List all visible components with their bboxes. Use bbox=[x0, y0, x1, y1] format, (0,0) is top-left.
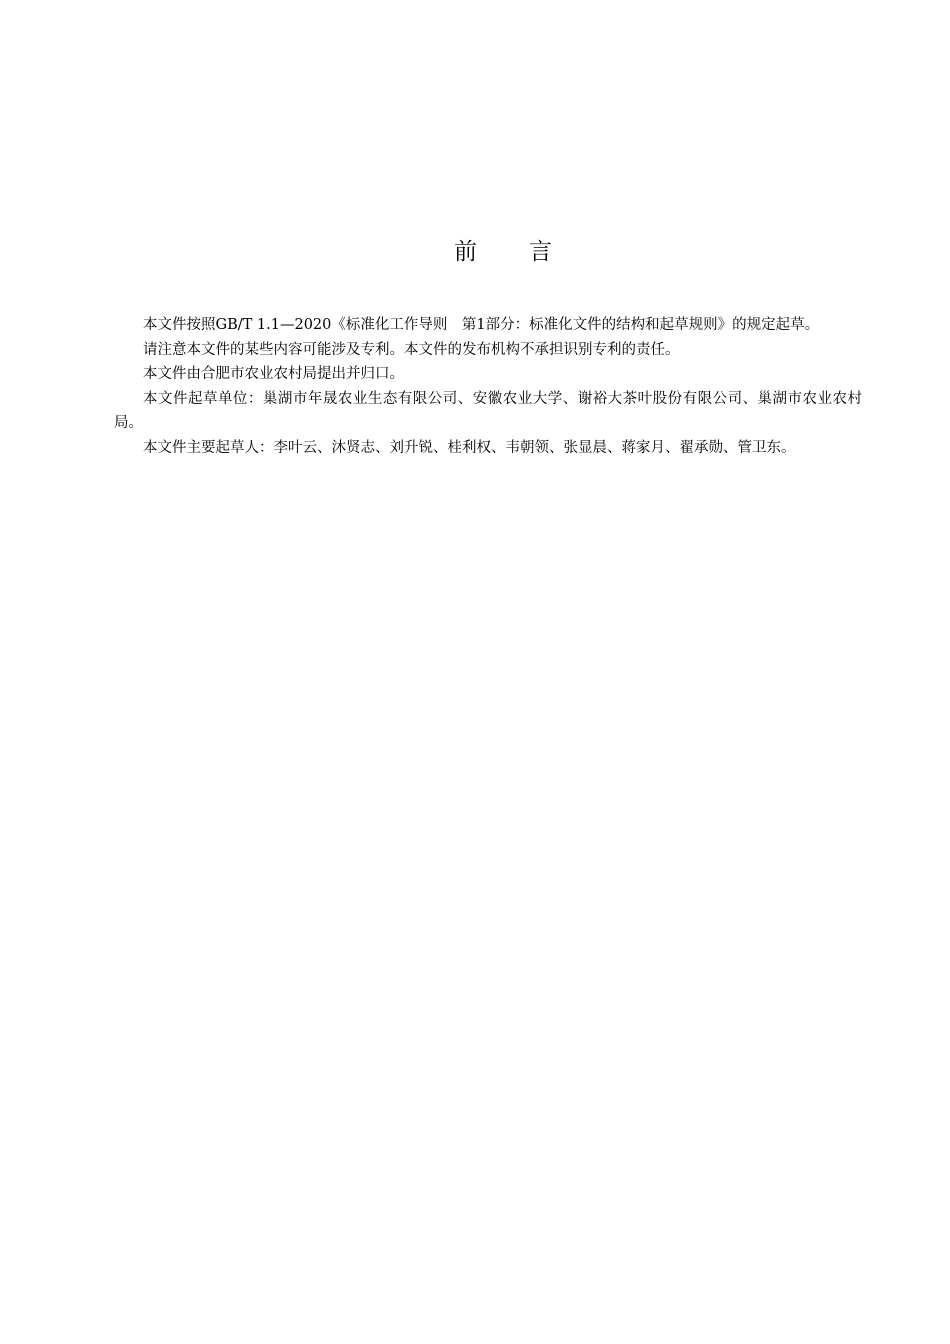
foreword-body bbox=[114, 313, 862, 461]
paragraph-proposer: 本文件由合肥市农业农村局提出并归口。 bbox=[143, 366, 404, 383]
page-title-char-1: 前 bbox=[454, 239, 477, 265]
paragraph-patent-notice: 请注意本文件的某些内容可能涉及专利。本文件的发布机构不承担识别专利的责任。 bbox=[143, 341, 680, 358]
page-title-char-2: 言 bbox=[529, 239, 552, 265]
paragraph-drafting-rules: 本文件按照GB/T 1.1—2020《标准化工作导则 第1部分：标准化文件的结构和起草规则》的规定起草。 bbox=[143, 317, 820, 333]
page-title bbox=[0, 232, 950, 272]
paragraph-drafters: 本文件主要起草人：李叶云、沐贤志、刘升锐、桂利权、韦朝领、张显晨、蒋家月、翟承勋、管卫东。 bbox=[143, 439, 796, 456]
paragraph-drafting-units: 本文件起草单位：巢湖市年晟农业生态有限公司、安徽农业大学、谢裕大茶叶股份有限公司、巢湖市农业农村局。 bbox=[114, 390, 862, 432]
